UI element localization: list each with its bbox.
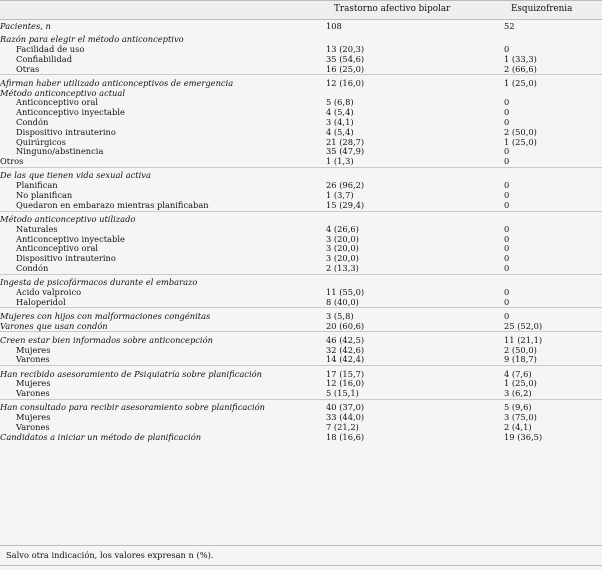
value-bipolar: 3 (5,8) — [326, 311, 354, 321]
value-bipolar: 4 (5,4) — [326, 127, 354, 137]
value-esquizofrenia: 52 — [504, 22, 515, 31]
table-row — [0, 379, 602, 389]
value-esquizofrenia — [504, 35, 602, 45]
table-row — [0, 55, 602, 65]
value-esquizofrenia: 2 (50,0) — [504, 127, 537, 137]
row-label: Han recibido asesoramiento de Psiquiatría sobre planificación — [0, 369, 262, 379]
value-esquizofrenia — [504, 278, 602, 288]
row-label: Pacientes, n — [0, 22, 51, 31]
table-footnote — [0, 545, 602, 566]
table-row — [0, 370, 602, 380]
row-label: Quirúrgicos — [16, 137, 66, 147]
table-row — [0, 403, 602, 413]
value-esquizofrenia: 1 (25,0) — [504, 78, 537, 88]
footnote-text: Salvo otra indicación, los valores expresan n (%). — [6, 550, 214, 560]
value-esquizofrenia: 0 — [504, 147, 510, 157]
value-bipolar: 26 (96,2) — [326, 181, 365, 191]
value-bipolar: 3 (20,0) — [326, 244, 359, 254]
table-row — [0, 433, 602, 443]
row-label: Otros — [0, 157, 24, 167]
value-bipolar: 1 (3,7) — [326, 190, 354, 200]
value-bipolar: 13 (20,3) — [326, 44, 365, 54]
row-label: Anticonceptivo oral — [16, 244, 99, 254]
row-label: Condón — [16, 117, 49, 127]
row-label: Han consultado para recibir asesoramiento sobre planificación — [0, 403, 265, 413]
value-esquizofrenia — [504, 89, 602, 99]
row-label: De las que tienen vida sexual activa — [0, 171, 151, 181]
value-bipolar: 12 (16,0) — [326, 379, 365, 389]
value-esquizofrenia: 0 — [504, 181, 510, 191]
value-esquizofrenia: 0 — [504, 117, 510, 127]
value-esquizofrenia: 1 (25,0) — [504, 137, 537, 147]
value-bipolar — [326, 278, 504, 288]
value-esquizofrenia: 25 (52,0) — [504, 321, 543, 331]
value-esquizofrenia: 0 — [504, 244, 510, 254]
value-bipolar: 11 (55,0) — [326, 287, 365, 297]
value-bipolar: 16 (25,0) — [326, 64, 365, 74]
table-row — [0, 147, 602, 157]
value-esquizofrenia: 2 (66,6) — [504, 64, 537, 74]
value-bipolar: 15 (29,4) — [326, 200, 365, 210]
value-bipolar: 40 (37,0) — [326, 403, 365, 413]
row-label: Varones — [16, 389, 50, 399]
row-label: Mujeres — [16, 345, 51, 355]
value-esquizofrenia: 0 — [504, 108, 510, 118]
table-row — [0, 298, 602, 308]
table-row — [0, 22, 602, 32]
value-esquizofrenia — [504, 171, 602, 181]
table-row — [0, 254, 602, 264]
table-row — [0, 423, 602, 433]
value-bipolar: 1 (1,3) — [326, 157, 354, 167]
value-esquizofrenia: 11 (21,1) — [504, 335, 543, 345]
header-esquizofrenia: Esquizofrenia — [511, 4, 573, 14]
table-row — [0, 108, 602, 118]
row-label: Método anticonceptivo utilizado — [0, 214, 136, 224]
row-label: Mujeres — [16, 379, 51, 389]
value-esquizofrenia: 0 — [504, 224, 510, 234]
value-bipolar: 8 (40,0) — [326, 297, 359, 307]
table-row — [0, 128, 602, 138]
table-row — [0, 45, 602, 55]
row-label: Anticonceptivo inyectable — [16, 108, 125, 118]
table-row — [0, 171, 602, 181]
value-esquizofrenia: 0 — [504, 157, 510, 167]
value-esquizofrenia — [504, 215, 602, 225]
row-label: Anticonceptivo oral — [16, 98, 99, 108]
value-esquizofrenia: 5 (9,6) — [504, 403, 532, 413]
value-esquizofrenia: 4 (7,6) — [504, 369, 532, 379]
row-label: Quedaron en embarazo mientras planificaban — [16, 200, 209, 210]
table-row — [0, 65, 602, 75]
table-row — [0, 346, 602, 356]
row-label: Mujeres con hijos con malformaciones congénitas — [0, 311, 211, 321]
row-label: Anticonceptivo inyectable — [16, 234, 125, 244]
row-label: Facilidad de uso — [16, 44, 85, 54]
value-bipolar: 35 (54,6) — [326, 54, 365, 64]
value-esquizofrenia: 9 (18,7) — [504, 355, 537, 365]
row-label: No planifican — [16, 190, 73, 200]
table-row — [0, 288, 602, 298]
table-row — [0, 264, 602, 274]
row-label: Ácido valproico — [16, 287, 82, 297]
value-esquizofrenia: 0 — [504, 190, 510, 200]
value-bipolar: 33 (44,0) — [326, 413, 365, 423]
value-bipolar: 5 (15,1) — [326, 389, 359, 399]
value-esquizofrenia: 2 (50,0) — [504, 345, 537, 355]
row-label: Otras — [16, 64, 40, 74]
row-label: Ingesta de psicofármacos durante el embarazo — [0, 278, 198, 288]
value-bipolar: 14 (42,4) — [326, 355, 365, 365]
table-row — [0, 201, 602, 211]
value-esquizofrenia: 1 (25,0) — [504, 379, 537, 389]
table-row — [0, 138, 602, 148]
value-bipolar: 35 (47,9) — [326, 147, 365, 157]
table-row — [0, 157, 602, 167]
value-bipolar: 18 (16,6) — [326, 432, 365, 442]
table-row — [0, 79, 602, 89]
row-label: Haloperidol — [16, 297, 66, 307]
data-table — [0, 22, 602, 443]
value-bipolar: 21 (28,7) — [326, 137, 365, 147]
table-row — [0, 278, 602, 288]
row-label: Creen estar bien informados sobre anticoncepción — [0, 335, 213, 345]
value-esquizofrenia: 0 — [504, 263, 510, 273]
value-bipolar: 2 (13,3) — [326, 263, 359, 273]
table-row — [0, 312, 602, 322]
table-header — [0, 0, 602, 20]
value-bipolar: 17 (15,7) — [326, 369, 365, 379]
value-esquizofrenia: 0 — [504, 98, 510, 108]
value-esquizofrenia: 0 — [504, 200, 510, 210]
row-label: Condón — [16, 263, 49, 273]
row-label: Ninguno/abstinencia — [16, 147, 104, 157]
value-bipolar: 4 (5,4) — [326, 108, 354, 118]
table-row — [0, 322, 602, 332]
value-bipolar: 108 — [326, 22, 342, 31]
value-esquizofrenia: 0 — [504, 297, 510, 307]
table-row — [0, 89, 602, 99]
table-row — [0, 336, 602, 346]
value-esquizofrenia: 3 (75,0) — [504, 413, 537, 423]
value-bipolar — [326, 171, 504, 181]
value-esquizofrenia: 0 — [504, 44, 510, 54]
header-bipolar: Trastorno afectivo bipolar — [334, 4, 451, 14]
table-row — [0, 413, 602, 423]
value-esquizofrenia: 0 — [504, 311, 510, 321]
row-label: Planifican — [16, 181, 58, 191]
row-label: Varones que usan condón — [0, 321, 108, 331]
table-row — [0, 35, 602, 45]
row-label: Razón para elegir el método anticonceptivo — [0, 35, 184, 45]
value-esquizofrenia: 0 — [504, 287, 510, 297]
table-row — [0, 181, 602, 191]
value-bipolar: 3 (20,0) — [326, 234, 359, 244]
value-bipolar: 5 (6,8) — [326, 98, 354, 108]
row-label: Candidatos a iniciar un método de planificación — [0, 432, 202, 442]
value-esquizofrenia: 0 — [504, 234, 510, 244]
value-esquizofrenia: 2 (4,1) — [504, 423, 532, 432]
row-label: Varones — [16, 355, 50, 365]
table-row — [0, 98, 602, 108]
value-bipolar: 3 (4,1) — [326, 117, 354, 127]
value-bipolar — [326, 89, 504, 99]
row-label: Confiabilidad — [16, 54, 73, 64]
value-esquizofrenia: 0 — [504, 254, 510, 264]
row-label: Varones — [16, 423, 50, 432]
table-row — [0, 244, 602, 254]
table-body — [0, 22, 602, 443]
value-bipolar: 46 (42,5) — [326, 335, 365, 345]
row-label: Dispositivo intrauterino — [16, 127, 116, 137]
value-bipolar: 4 (26,6) — [326, 224, 359, 234]
table-row — [0, 215, 602, 225]
table-row — [0, 235, 602, 245]
table-row — [0, 225, 602, 235]
row-label: Mujeres — [16, 413, 51, 423]
value-bipolar: 20 (60,6) — [326, 321, 365, 331]
table-row — [0, 355, 602, 365]
value-esquizofrenia: 19 (36,5) — [504, 432, 543, 442]
row-label: Dispositivo intrauterino — [16, 254, 116, 264]
value-bipolar: 32 (42,6) — [326, 345, 365, 355]
value-bipolar — [326, 35, 504, 45]
value-bipolar: 3 (20,0) — [326, 254, 359, 264]
table-row — [0, 191, 602, 201]
row-label: Método anticonceptivo actual — [0, 88, 125, 98]
value-bipolar: 12 (16,0) — [326, 78, 365, 88]
table-row — [0, 389, 602, 399]
row-label: Afirman haber utilizado anticonceptivos de emergencia — [0, 78, 234, 88]
value-bipolar — [326, 215, 504, 225]
row-label: Naturales — [16, 224, 58, 234]
value-esquizofrenia: 3 (6,2) — [504, 389, 532, 399]
value-esquizofrenia: 1 (33,3) — [504, 54, 537, 64]
table-row — [0, 118, 602, 128]
value-bipolar: 7 (21,2) — [326, 423, 359, 432]
